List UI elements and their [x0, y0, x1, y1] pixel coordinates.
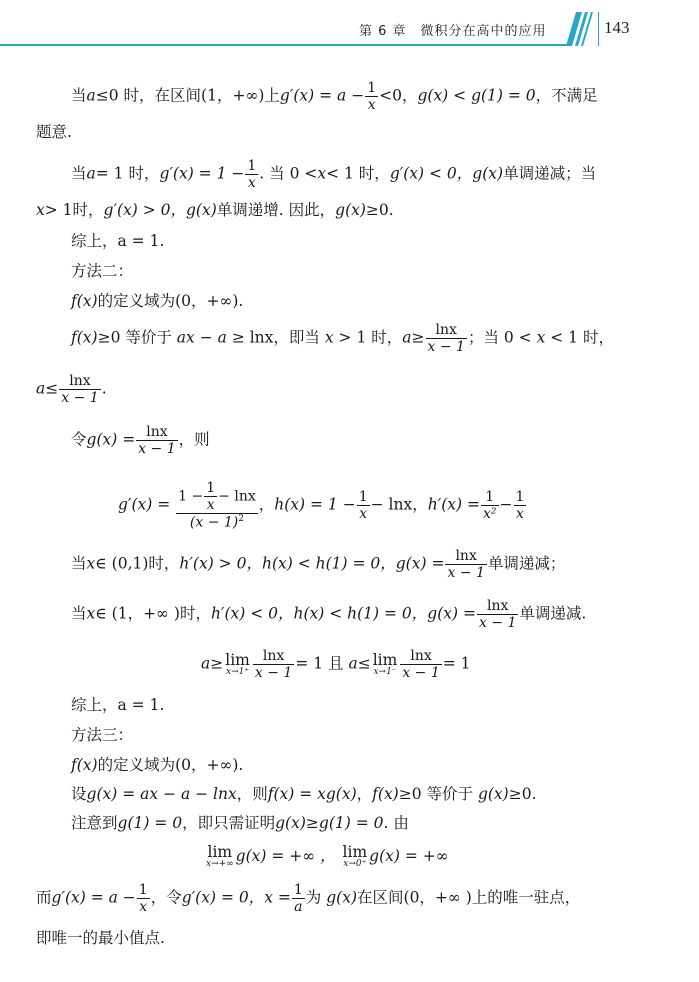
limit-formula: a≥ lim x→1⁺ $\frac{\ln x}{x - 1}$ = 1 且 a≤ lim x→1⁻ $\frac{\ln x}{x - 1}$ = 1: [201, 648, 471, 682]
fraction: $\frac{\ln x}{x - 1}$: [61, 373, 99, 407]
fraction: $\frac{\ln x}{x - 1}$: [427, 322, 465, 356]
derivative-formula: g′(x) = 1 − $\frac{1}{x}$ − lnx $(x - 1)^2$ ，h(x) = 1 − $\frac{1}{x}$ − lnx，h′(x) = $\frac{1}{\text{x²}}$ − $\frac{1}{x}$: [118, 480, 525, 531]
fraction: $\frac{\ln x}{x - 1}$: [447, 548, 485, 582]
text-line-19: 注意到g(1) = 0，即只需证明g(x)≥g(1) = 0. 由: [71, 814, 409, 832]
text-line-2: 题意.: [36, 123, 72, 141]
text-line-4: x> 1时，g′(x) > 0，g(x)单调递增. 因此，g(x)≥0.: [36, 201, 394, 219]
text-line-10: 令g(x) = $\frac{\ln x}{x - 1}$ ，则: [71, 424, 210, 458]
limit: lim x→0⁺: [342, 843, 368, 870]
text-line-8: f(x)≥0 等价于 ax − a ≥ lnx，即当 x > 1 时，a≥ $\frac{\ln x}{x - 1}$ ；当 0 < x < 1 时，: [71, 322, 614, 356]
method-three-heading: 方法三：: [71, 726, 134, 744]
fraction: $\frac{1}{x}$: [515, 488, 525, 522]
fraction: $\frac{1}{x}$: [247, 158, 257, 192]
fraction: $\frac{\ln x}{x - 1}$: [138, 424, 176, 458]
limit: lim x→1⁻: [372, 650, 398, 677]
fraction: $\frac{1}{x}$: [138, 882, 148, 916]
text-line-13: 当x∈ (1，+∞ )时，h′(x) < 0，h(x) < h(1) = 0，g(x) = $\frac{\ln x}{x - 1}$ 单调递减.: [71, 598, 587, 632]
fraction: $\frac{\ln x}{x - 1}$: [254, 648, 293, 682]
fraction: $\frac{\ln x}{x - 1}$: [402, 648, 440, 682]
text-line-15: 综上，a = 1.: [71, 696, 165, 714]
text-line-22: 即唯一的最小值点.: [36, 929, 165, 947]
fraction: $\frac{1}{a}$: [293, 882, 303, 916]
fraction: $\frac{\ln x}{x - 1}$: [478, 598, 517, 632]
text-line-17: f(x)的定义域为(0，+∞).: [71, 756, 244, 774]
text-line-1: 当a≤0 时，在区间(1，+∞)上g′(x) = a − $\frac{1}{x}$ <0，g(x) < g(1) = 0，不满足: [71, 80, 598, 114]
header-rule: [0, 44, 572, 46]
infinity-limit-formula: lim x→+∞ g(x) = +∞ ， lim x→0⁺ g(x) = +∞: [206, 843, 449, 870]
text-line-7: f(x)的定义域为(0，+∞).: [71, 292, 244, 310]
method-two-heading: 方法二：: [71, 262, 134, 280]
page-number: 143: [604, 18, 630, 37]
text-line-12: 当x∈ (0,1)时，h′(x) > 0，h(x) < h(1) = 0，g(x) = $\frac{\ln x}{x - 1}$ 单调递减；: [71, 548, 566, 582]
text-line-3: 当a= 1 时，g′(x) = 1 − $\frac{1}{x}$ . 当 0 <x< 1 时，g′(x) < 0，g(x)单调递减；当: [71, 158, 597, 192]
header-stripes-icon: [566, 12, 600, 48]
page-header: [0, 0, 699, 48]
text-line-5: 综上，a = 1.: [71, 232, 165, 250]
fraction: 1 − $\frac{1}{x}$ − lnx $(x - 1)^2$: [178, 480, 256, 531]
text-line-18: 设g(x) = ax − a − lnx，则f(x) = xg(x)，f(x)≥0 等价于 g(x)≥0.: [71, 785, 537, 803]
limit: lim x→1⁺: [225, 650, 250, 677]
fraction: $\frac{1}{\text{x²}}$: [482, 488, 497, 522]
fraction: $\frac{1}{x}$: [367, 80, 377, 114]
chapter-title: 第 6 章 微积分在高中的应用: [359, 24, 547, 39]
limit: lim x→+∞: [206, 843, 234, 870]
text-line-21: 而g′(x) = a − $\frac{1}{x}$ ，令g′(x) = 0，x = $\frac{1}{a}$ 为 g(x)在区间(0，+∞ )上的唯一驻点，: [36, 882, 581, 916]
text-line-9: a≤ $\frac{\ln x}{x - 1}$ .: [36, 373, 107, 407]
fraction: $\frac{1}{x}$: [358, 488, 368, 522]
